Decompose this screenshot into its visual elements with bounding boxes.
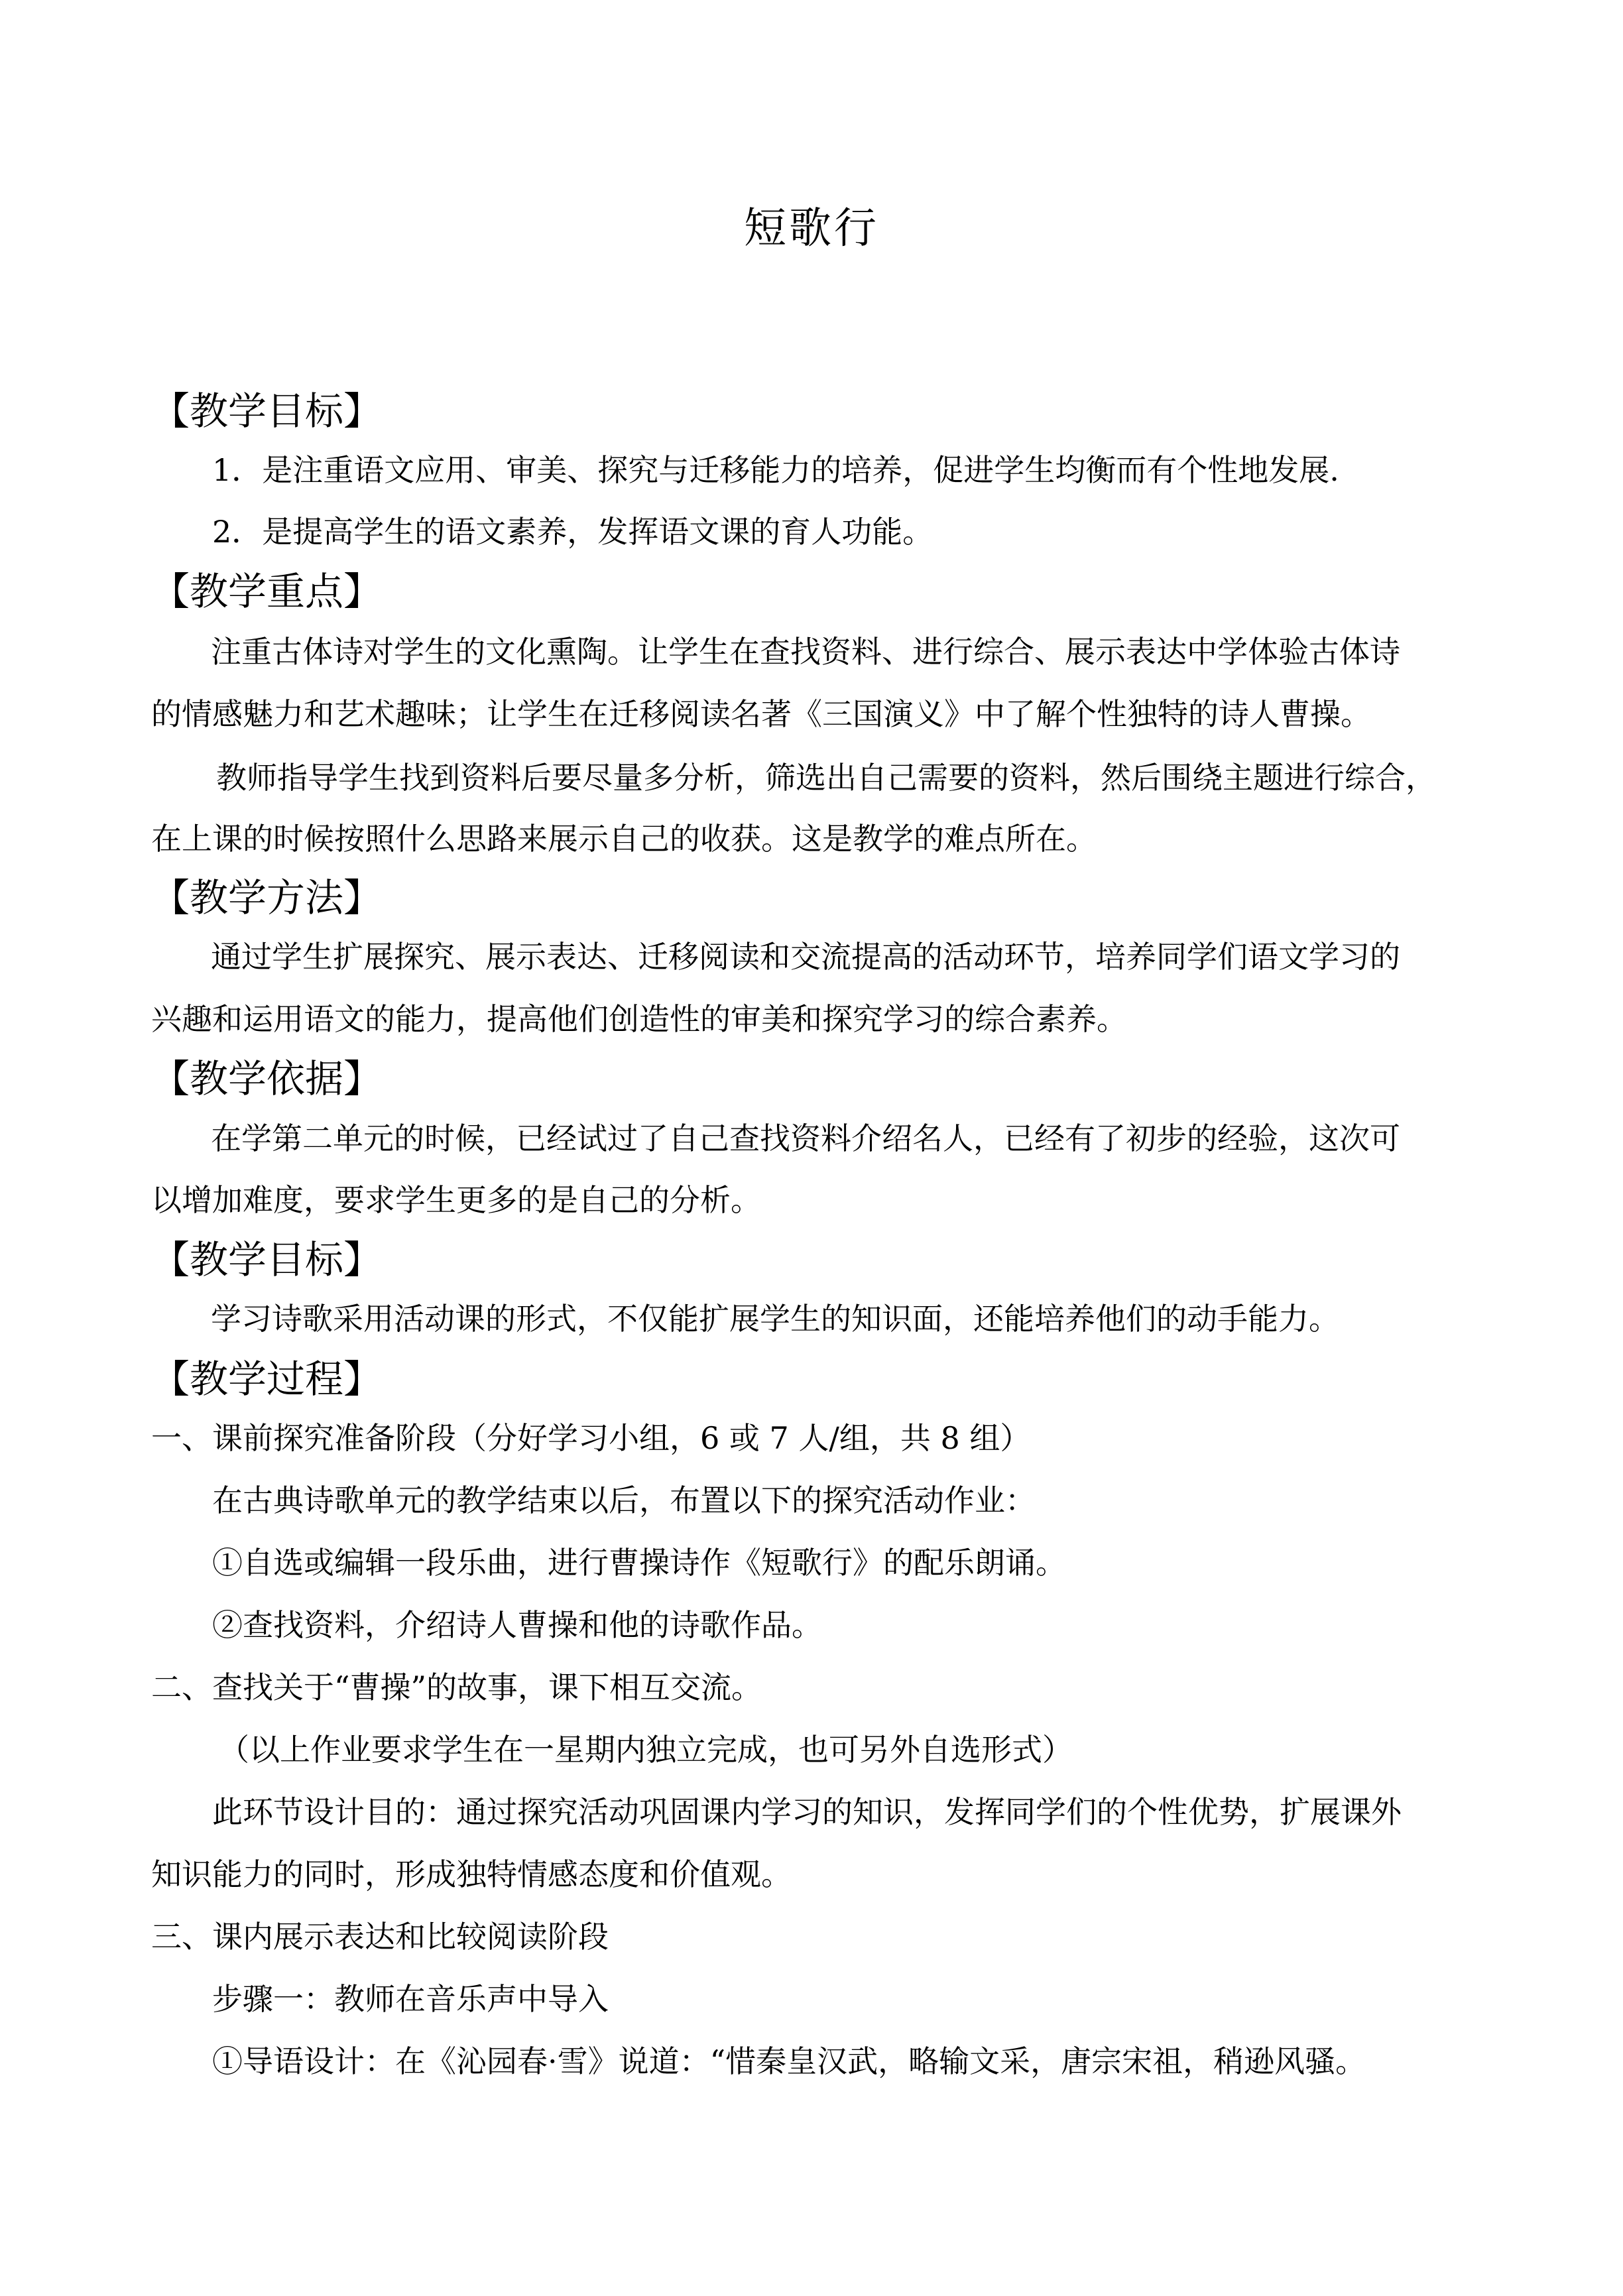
objective-item-2: 2．是提高学生的语文素养，发挥语文课的育人功能。: [212, 514, 933, 550]
key-points-paragraph-1-line-2: 的情感魅力和艺术趣味；让学生在迁移阅读名著《三国演义》中了解个性独特的诗人曹操。: [151, 696, 1371, 732]
section-heading-key-points: 【教学重点】: [151, 569, 383, 614]
process-step-2-note: （以上作业要求学生在一星期内独立完成，也可另外自选形式）: [219, 1732, 1073, 1768]
basis-line-2: 以增加难度，要求学生更多的是自己的分析。: [151, 1182, 761, 1218]
process-step-2-title: 二、查找关于“曹操”的故事，课下相互交流。: [151, 1669, 762, 1705]
key-points-paragraph-2-line-1: 教师指导学生找到资料后要尽量多分析，筛选出自己需要的资料，然后围绕主题进行综合，: [216, 760, 1436, 796]
process-step-1-title: 一、课前探究准备阶段（分好学习小组，6 或 7 人/组，共 8 组）: [151, 1420, 1031, 1456]
methods-line-2: 兴趣和运用语文的能力，提高他们创造性的审美和探究学习的综合素养。: [151, 1001, 1127, 1037]
section-heading-methods: 【教学方法】: [151, 875, 383, 920]
process-step-1-task-1: ①自选或编辑一段乐曲，进行曹操诗作《短歌行》的配乐朗诵。: [212, 1545, 1066, 1581]
objective-item-1: 1．是注重语文应用、审美、探究与迁移能力的培养，促进学生均衡而有个性地发展.: [212, 452, 1339, 488]
key-points-paragraph-1-line-1: 注重古体诗对学生的文化熏陶。让学生在查找资料、进行综合、展示表达中学体验古体诗: [211, 634, 1400, 670]
methods-line-1: 通过学生扩展探究、展示表达、迁移阅读和交流提高的活动环节，培养同学们语文学习的: [211, 939, 1400, 975]
process-step-3-intro: ①导语设计：在《沁园春·雪》说道：“惜秦皇汉武，略输文采，唐宗宋祖，稍逊风骚。: [212, 2043, 1366, 2079]
process-step-3-sub-1: 步骤一：教师在音乐声中导入: [212, 1981, 609, 2017]
process-design-line-2: 知识能力的同时，形成独特情感态度和价值观。: [151, 1856, 792, 1892]
document-title: 短歌行: [744, 204, 879, 253]
process-step-1-intro: 在古典诗歌单元的教学结束以后，布置以下的探究活动作业：: [212, 1482, 1036, 1518]
process-step-1-task-2: ②查找资料，介绍诗人曹操和他的诗歌作品。: [212, 1607, 822, 1643]
process-step-3-title: 三、课内展示表达和比较阅读阶段: [151, 1919, 609, 1955]
section-heading-basis: 【教学依据】: [151, 1056, 383, 1101]
section-heading-process: 【教学过程】: [151, 1357, 383, 1402]
process-design-line-1: 此环节设计目的：通过探究活动巩固课内学习的知识，发挥同学们的个性优势，扩展课外: [212, 1794, 1402, 1830]
section-heading-objectives: 【教学目标】: [151, 389, 383, 434]
basis-line-1: 在学第二单元的时候，已经试过了自己查找资料介绍名人，已经有了初步的经验，这次可: [211, 1120, 1400, 1156]
section-heading-objectives-2: 【教学目标】: [151, 1237, 383, 1282]
key-points-paragraph-2-line-2: 在上课的时候按照什么思路来展示自己的收获。这是教学的难点所在。: [151, 821, 1097, 857]
objectives-2-line-1: 学习诗歌采用活动课的形式，不仅能扩展学生的知识面，还能培养他们的动手能力。: [211, 1301, 1339, 1337]
